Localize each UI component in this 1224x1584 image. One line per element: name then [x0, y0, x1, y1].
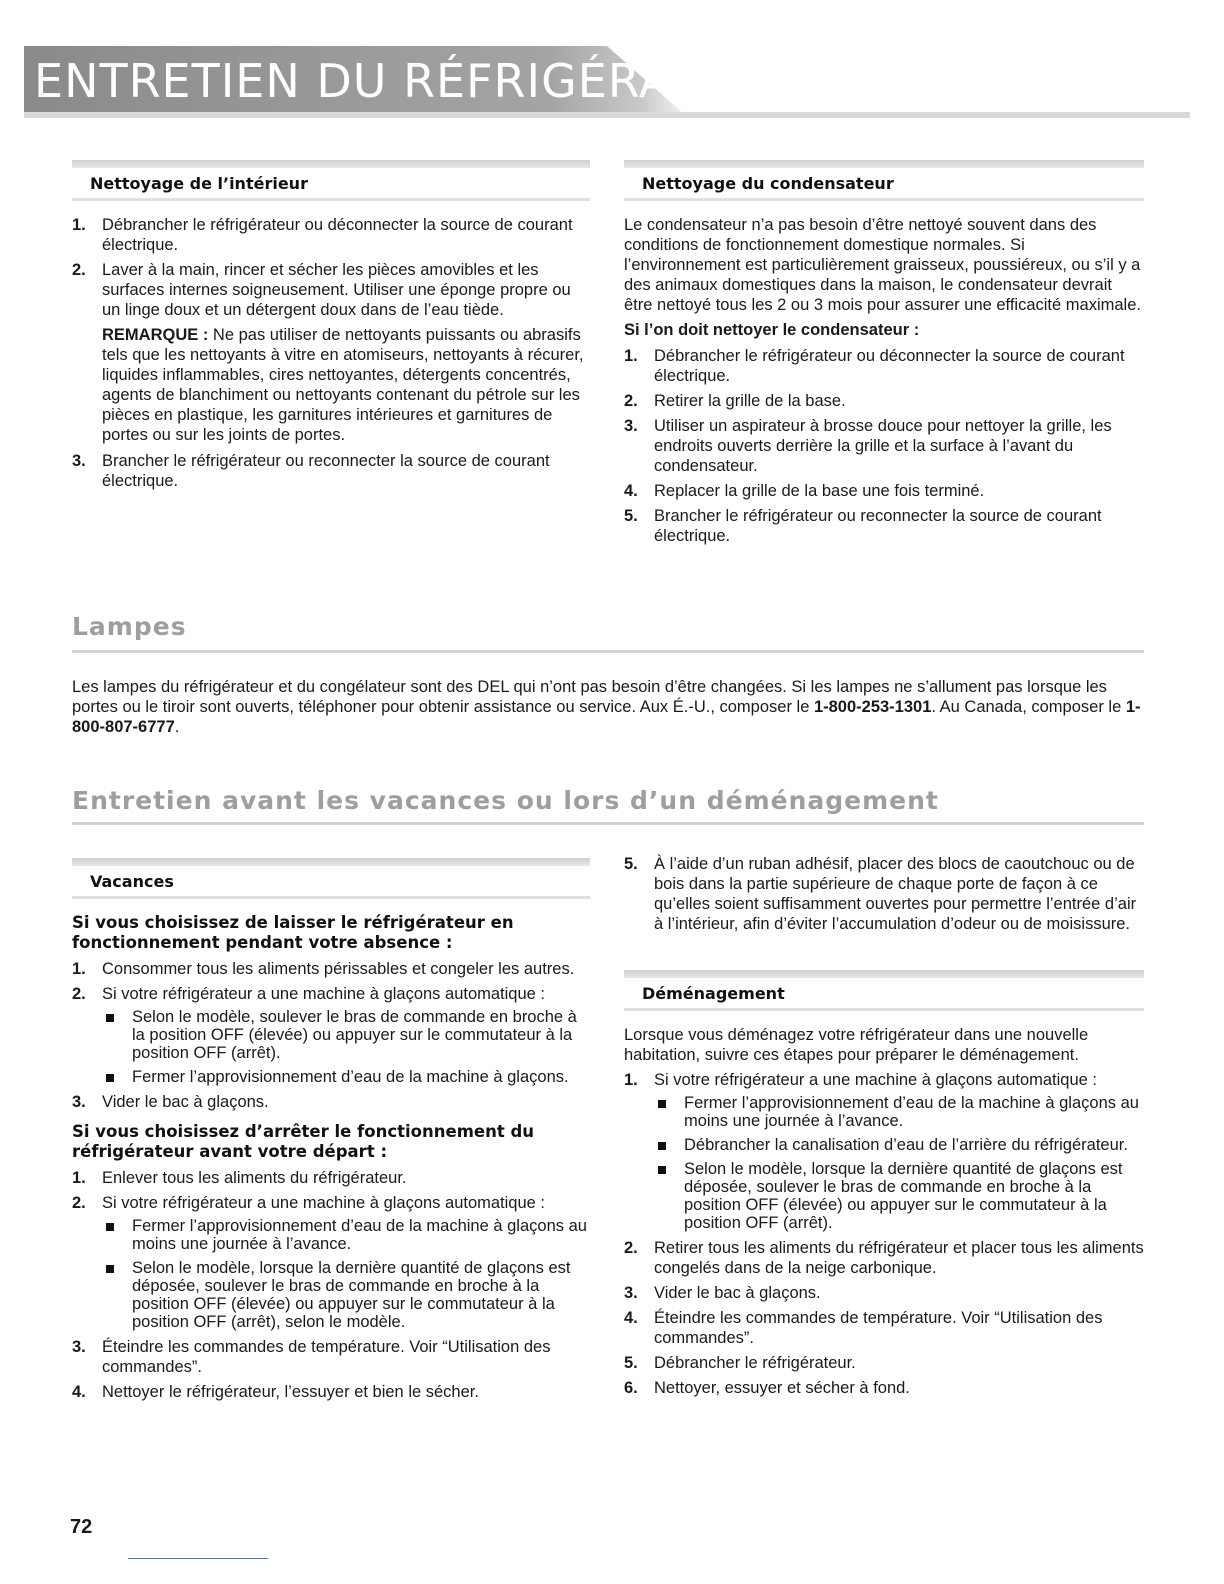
lamps-title: Lampes — [72, 612, 187, 641]
bullet-item: Selon le modèle, lorsque la dernière quantité de glaçons est déposée, soulever le bras de commande en broche à la position OFF (élevée) ou appuyer sur le commutateur à la position OFF (arrêt). — [654, 1160, 1144, 1232]
bullet-item: Selon le modèle, lorsque la dernière quantité de glaçons est déposée, soulever le bras de commande en broche à la position OFF (élevée) ou appuyer sur le commutateur à la position OFF (arrêt), selon le modèle. — [102, 1259, 590, 1331]
vacation-stopped-steps — [72, 1168, 590, 1402]
subsection-rule — [72, 198, 590, 201]
page-title: ENTRETIEN DU RÉFRIGÉRATEUR — [34, 54, 795, 108]
subsection-rule — [624, 1008, 1144, 1011]
moving-steps — [624, 1070, 1144, 1398]
vacation-title: Vacances — [90, 872, 174, 891]
phone-canada: 1-800-807-6777 — [72, 698, 1141, 736]
section-rule — [72, 650, 1144, 653]
bullet-list — [102, 1008, 590, 1086]
subsection-rule — [624, 160, 1144, 168]
header-banner-rule — [24, 112, 1190, 118]
condenser-intro: Le condensateur n’a pas besoin d’être nettoyé souvent dans des conditions de fonctionnement domestique normales. Si l’environnement est particulièrement graisseux, poussiéreux, ou s’il y a des animaux domestiques dans la maison, le condensateur devrait être nettoyé tous les 2 ou 3 mois pour assurer une efficacité maximale. — [624, 216, 1141, 314]
list-item: 3. Vider le bac à glaçons. — [72, 1093, 269, 1111]
subsection-rule — [624, 970, 1144, 978]
list-item: 3. Vider le bac à glaçons. — [624, 1284, 821, 1302]
subsection-rule — [624, 198, 1144, 201]
bullet-item: Fermer l’approvisionnement d’eau de la machine à glaçons au moins une journée à l’avance. — [102, 1217, 590, 1253]
list-item: 1. Si votre réfrigérateur a une machine à glaçons automatique : Fermer l’approvisionnement d’eau de la machine à glaçons au moins une journée à l’avance. Débrancher la canalisation d’eau de l’arrière du réfrigérateur. Selon le modèle, lorsque la dernière quantité de glaçons est déposée, soulever le bras de commande en broche à la position OFF (élevée) ou appuyer sur le commutateur à la position OFF (arrêt). — [624, 1070, 1144, 1232]
condenser-steps — [624, 346, 1144, 546]
footer-rule — [128, 1558, 268, 1559]
list-item: 1. Enlever tous les aliments du réfrigérateur. — [72, 1169, 407, 1187]
subsection-rule — [72, 896, 590, 899]
list-item: 3. Éteindre les commandes de température. Voir “Utilisation des commandes”. — [72, 1338, 551, 1376]
interior-steps — [72, 215, 590, 320]
list-item: 1. Débrancher le réfrigérateur ou déconnecter la source de courant électrique. — [72, 216, 573, 254]
list-item: 5. Brancher le réfrigérateur ou reconnecter la source de courant électrique. — [624, 507, 1102, 545]
bullet-item: Débrancher la canalisation d’eau de l’arrière du réfrigérateur. — [654, 1136, 1144, 1154]
subsection-rule — [72, 858, 590, 866]
vacation-running-steps — [72, 959, 590, 1112]
list-item: 1. Débrancher le réfrigérateur ou déconnecter la source de courant électrique. — [624, 347, 1125, 385]
interior-section — [72, 160, 590, 496]
interior-steps-cont — [72, 451, 590, 491]
phone-us: 1-800-253-1301 — [813, 698, 932, 716]
section-rule — [72, 822, 1144, 825]
condenser-section — [624, 160, 1144, 551]
bullet-list — [654, 1094, 1144, 1232]
lamps-text: Les lampes du réfrigérateur et du congélateur sont des DEL qui n’ont pas besoin d’être changées. Si les lampes ne s’allument pas lorsque les portes ou le tiroir sont ouverts, téléphoner pour obtenir assistance ou service. Aux É.-U., composer le 1-800-253-1301. Au Canada, composer le 1-800-807-6777. — [72, 678, 1141, 736]
vacation-condition-stopped: Si vous choisissez d’arrêter le fonctionnement du réfrigérateur avant votre départ : — [72, 1122, 535, 1161]
bullet-item: Selon le modèle, soulever le bras de commande en broche à la position OFF (élevée) ou appuyer sur le commutateur à la position OFF (arrêt). — [102, 1008, 590, 1062]
bullet-item: Fermer l’approvisionnement d’eau de la machine à glaçons. — [102, 1068, 590, 1086]
list-item: 1. Consommer tous les aliments périssables et congeler les autres. — [72, 960, 575, 978]
vacation-moving-title: Entretien avant les vacances ou lors d’un déménagement — [72, 786, 939, 815]
list-item: 2. Si votre réfrigérateur a une machine à glaçons automatique : Selon le modèle, soulever le bras de commande en broche à la position OFF (élevée) ou appuyer sur le commutateur à la position OFF (arrêt). Fermer l’approvisionnement d’eau de la machine à glaçons. — [72, 984, 590, 1086]
list-item: 3. Brancher le réfrigérateur ou reconnecter la source de courant électrique. — [72, 452, 550, 490]
list-item: 6. Nettoyer, essuyer et sécher à fond. — [624, 1379, 910, 1397]
list-item: 2. Retirer la grille de la base. — [624, 392, 846, 410]
list-item: 5. Débrancher le réfrigérateur. — [624, 1354, 856, 1372]
vacation-stopped-steps-cont — [624, 854, 1144, 934]
moving-intro: Lorsque vous déménagez votre réfrigérateur dans une nouvelle habitation, suivre ces étapes pour préparer le déménagement. — [624, 1026, 1089, 1064]
moving-section — [624, 970, 1144, 1403]
bullet-list — [102, 1217, 590, 1331]
page-number: 72 — [70, 1516, 93, 1538]
vacation-condition-running: Si vous choisissez de laisser le réfrigérateur en fonctionnement pendant votre absence : — [72, 913, 514, 952]
vacation-continued — [624, 854, 1144, 939]
list-item: 2. Si votre réfrigérateur a une machine à glaçons automatique : Fermer l’approvisionnement d’eau de la machine à glaçons au moins une journée à l’avance. Selon le modèle, lorsque la dernière quantité de glaçons est déposée, soulever le bras de commande en broche à la position OFF (élevée) ou appuyer sur le commutateur à la position OFF (arrêt), selon le modèle. — [72, 1193, 590, 1331]
list-item: 4. Éteindre les commandes de température. Voir “Utilisation des commandes”. — [624, 1309, 1103, 1347]
condenser-title: Nettoyage du condensateur — [642, 174, 894, 193]
subsection-rule — [72, 160, 590, 168]
list-item: 3. Utiliser un aspirateur à brosse douce pour nettoyer la grille, les endroits ouverts derrière la grille et la surface à l’avant du condensateur. — [624, 417, 1112, 475]
moving-title: Déménagement — [642, 984, 785, 1003]
interior-note: REMARQUE : Ne pas utiliser de nettoyants puissants ou abrasifs tels que les nettoyants à vitre en atomiseurs, nettoyants à récurer, liquides inflammables, cires nettoyantes, détergents concentrés, agents de blanchiment ou nettoyants contenant du pétrole sur les pièces en plastique, les garnitures intérieures et garnitures de portes ou sur les joints de portes. — [102, 326, 584, 444]
bullet-item: Fermer l’approvisionnement d’eau de la machine à glaçons au moins une journée à l’avance. — [654, 1094, 1144, 1130]
list-item: 4. Nettoyer le réfrigérateur, l’essuyer et bien le sécher. — [72, 1383, 479, 1401]
list-item: 5. À l’aide d’un ruban adhésif, placer des blocs de caoutchouc ou de bois dans la partie supérieure de chaque porte de façon à ce qu’elles soient suffisamment ouvertes pour permettre l’entrée d’air à l’intérieur, afin d’éviter l’accumulation d’odeur ou de moisissure. — [624, 855, 1137, 933]
interior-title: Nettoyage de l’intérieur — [90, 174, 308, 193]
condenser-lead: Si l’on doit nettoyer le condensateur : — [624, 321, 920, 339]
vacation-section — [72, 858, 590, 1407]
list-item: 4. Replacer la grille de la base une fois terminé. — [624, 482, 985, 500]
list-item: 2. Retirer tous les aliments du réfrigérateur et placer tous les aliments congelés dans de la neige carbonique. — [624, 1239, 1144, 1277]
list-item: 2. Laver à la main, rincer et sécher les pièces amovibles et les surfaces internes soigneusement. Utiliser une éponge propre ou un linge doux et un détergent doux dans de l’eau tiède. — [72, 261, 571, 319]
